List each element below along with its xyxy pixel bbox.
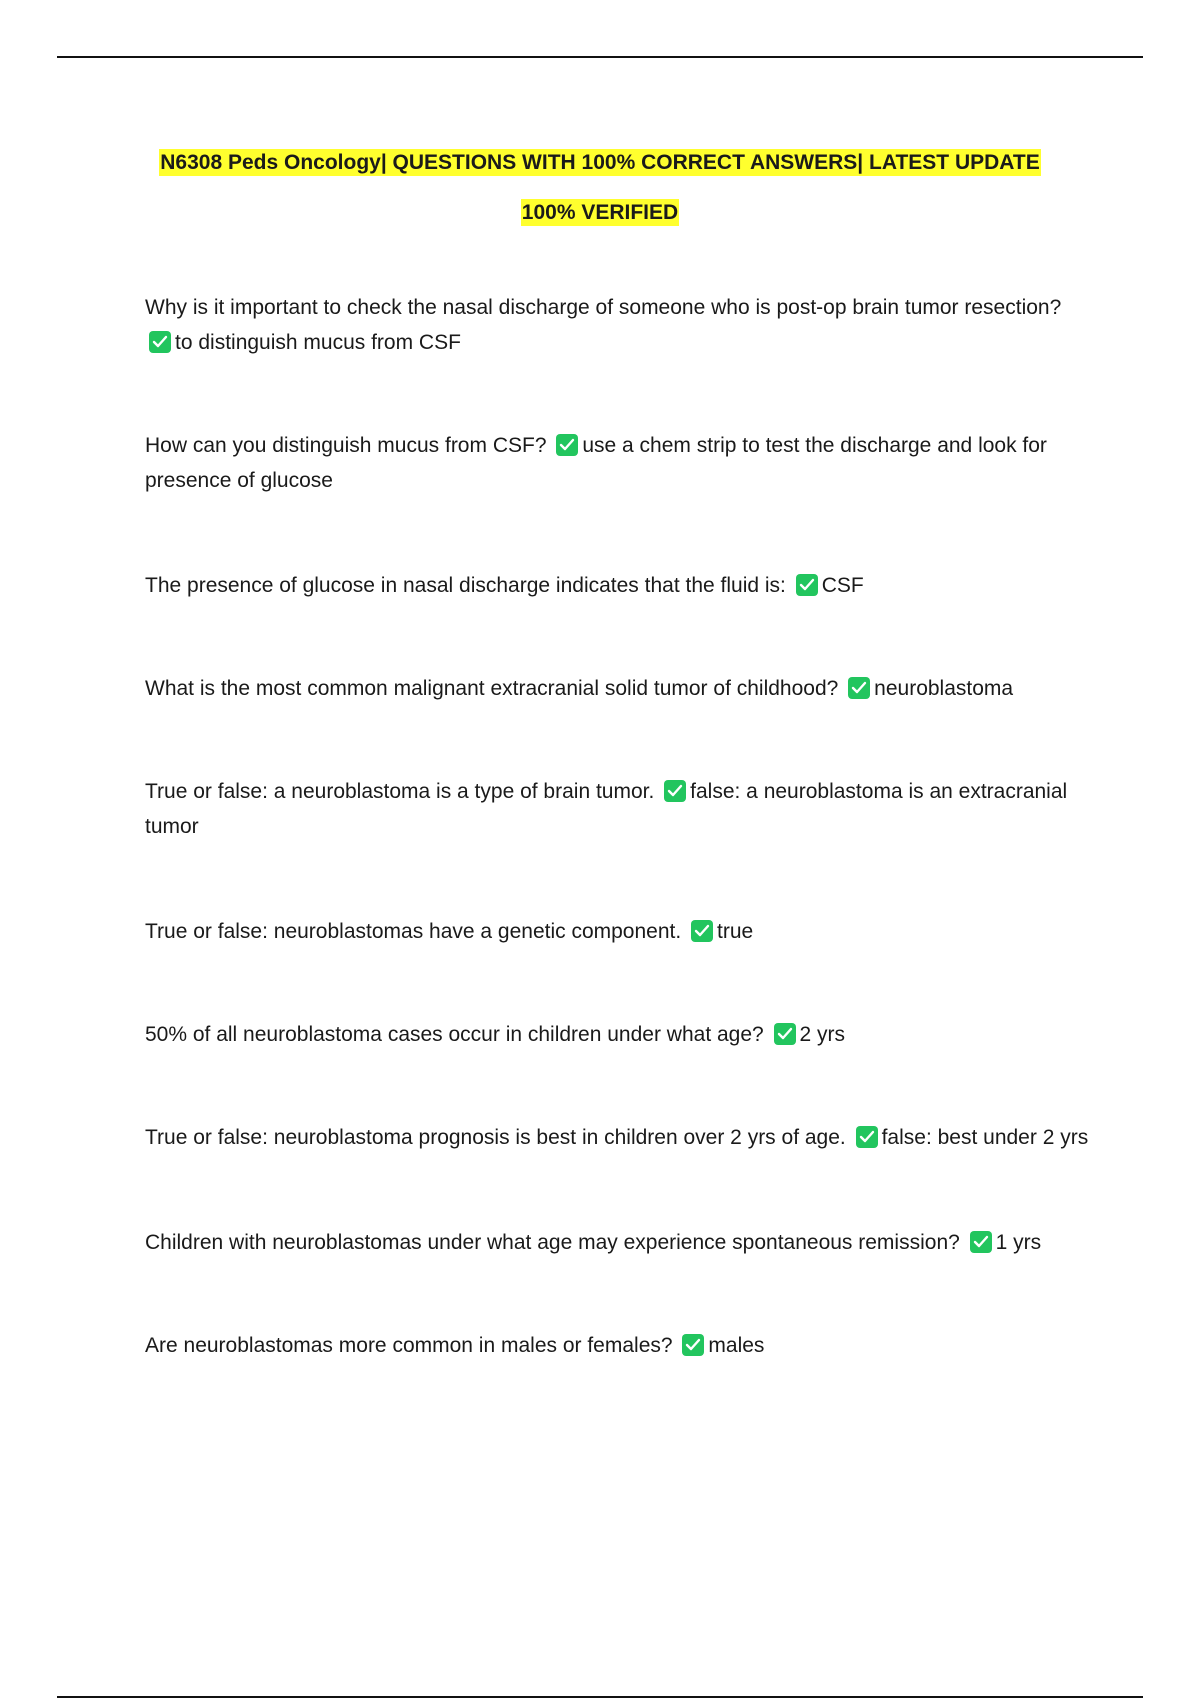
question-text: True or false: a neuroblastoma is a type of brain tumor. [145, 780, 655, 803]
check-mark-icon [970, 1231, 992, 1253]
qa-item [145, 671, 1090, 706]
qa-item [145, 914, 1090, 949]
question-text: How can you distinguish mucus from CSF? [145, 434, 547, 457]
check-mark-icon [796, 574, 818, 596]
answer-text: males [708, 1334, 765, 1357]
check-mark-icon [856, 1126, 878, 1148]
answer-text: true [717, 920, 754, 943]
title-line-1: N6308 Peds Oncology| QUESTIONS WITH 100% CORRECT ANSWERS| LATEST UPDATE [160, 151, 1040, 174]
question-text: Why is it important to check the nasal discharge of someone who is post-op brain tumor resection? [145, 296, 1062, 319]
check-mark-icon [848, 677, 870, 699]
check-mark-icon [774, 1023, 796, 1045]
question-text: True or false: neuroblastomas have a genetic component. [145, 920, 682, 943]
question-text: Are neuroblastomas more common in males or females? [145, 1334, 673, 1357]
check-mark-icon [556, 434, 578, 456]
answer-text: false: a neuroblastoma is an extracranial tumor [145, 780, 1068, 838]
answer-text: false: best under 2 yrs [881, 1126, 1089, 1149]
answer-text: neuroblastoma [874, 677, 1014, 700]
qa-item [145, 774, 1090, 844]
answer-text: 1 yrs [995, 1231, 1042, 1254]
check-mark-icon [149, 331, 171, 353]
qa-item [145, 568, 1090, 603]
title-line-2: 100% VERIFIED [521, 201, 679, 224]
question-text: 50% of all neuroblastoma cases occur in children under what age? [145, 1023, 764, 1046]
check-mark-icon [682, 1334, 704, 1356]
question-text: What is the most common malignant extracranial solid tumor of childhood? [145, 677, 839, 700]
qa-item [145, 1328, 1090, 1363]
answer-text: to distinguish mucus from CSF [175, 331, 461, 354]
qa-list [145, 290, 1090, 1363]
qa-item [145, 1120, 1090, 1155]
qa-item [145, 428, 1090, 498]
check-mark-icon [664, 780, 686, 802]
answer-text: CSF [821, 574, 864, 597]
question-text: True or false: neuroblastoma prognosis is best in children over 2 yrs of age. [145, 1126, 846, 1149]
question-text: Children with neuroblastomas under what age may experience spontaneous remission? [145, 1231, 960, 1254]
qa-item [145, 1225, 1090, 1260]
answer-text: use a chem strip to test the discharge and look for presence of glucose [145, 434, 1047, 492]
document-title [0, 138, 1200, 238]
qa-item [145, 290, 1090, 360]
bottom-rule [57, 1696, 1143, 1698]
check-mark-icon [691, 920, 713, 942]
answer-text: 2 yrs [799, 1023, 846, 1046]
question-text: The presence of glucose in nasal discharge indicates that the fluid is: [145, 574, 786, 597]
qa-item [145, 1017, 1090, 1052]
top-rule [57, 56, 1143, 58]
